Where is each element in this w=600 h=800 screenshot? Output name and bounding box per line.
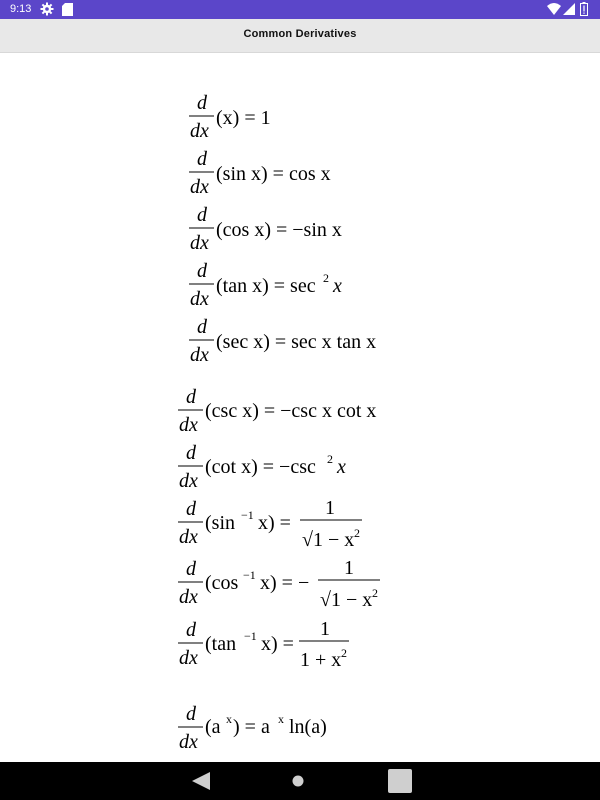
formula-9-d: d xyxy=(186,558,196,580)
formula-3-expr: (cos x) = −sin x xyxy=(216,219,342,241)
formula-8-expr-a: (sin xyxy=(205,512,235,534)
formula-11-dx: dx xyxy=(179,731,198,753)
back-button[interactable] xyxy=(190,770,212,792)
formula-9-den: √1 − x xyxy=(320,589,373,611)
formula-6-dx: dx xyxy=(179,414,198,436)
formula-8 xyxy=(178,497,362,551)
formula-2-d: d xyxy=(197,148,207,170)
formula-3-d: d xyxy=(197,204,207,226)
formula-9-expr-a: (cos xyxy=(205,572,239,594)
formula-8-den: √1 − x xyxy=(302,529,355,551)
formula-10 xyxy=(178,618,349,671)
formula-9 xyxy=(178,557,380,611)
battery-icon xyxy=(580,2,588,16)
formula-1 xyxy=(189,92,271,142)
formula-6-d: d xyxy=(186,386,196,408)
formula-7-d: d xyxy=(186,442,196,464)
formula-11-sup-a: x xyxy=(226,712,232,726)
formula-6-expr: (csc x) = −csc x cot x xyxy=(205,400,377,422)
formula-8-num: 1 xyxy=(325,497,335,519)
formula-2 xyxy=(189,148,331,198)
home-button[interactable] xyxy=(292,775,304,787)
formula-11 xyxy=(178,703,327,753)
wifi-icon xyxy=(547,3,561,15)
status-time: 9:13 xyxy=(10,3,32,15)
formula-4-d: d xyxy=(197,260,207,282)
formula-4-expr: (tan x) = sec xyxy=(216,275,316,297)
gear-icon xyxy=(40,2,54,16)
app-bar xyxy=(0,19,600,53)
formula-2-expr: (sin x) = cos x xyxy=(216,163,331,185)
formula-7-expr: (cot x) = −csc xyxy=(205,456,316,478)
formula-8-dx: dx xyxy=(179,526,198,548)
formula-9-expr-b: x) = − xyxy=(260,572,310,594)
formula-6 xyxy=(178,386,376,436)
formula-8-d: d xyxy=(186,498,196,520)
formula-10-dx: dx xyxy=(179,647,198,669)
formula-1-d: d xyxy=(197,92,207,114)
formula-9-num: 1 xyxy=(344,557,354,579)
formula-1-dx: dx xyxy=(190,120,209,142)
formula-5-d: d xyxy=(197,316,207,338)
status-bar xyxy=(0,0,600,19)
formula-10-d: d xyxy=(186,619,196,641)
formula-4 xyxy=(189,260,342,310)
formula-4-tail: x xyxy=(333,275,342,297)
formula-3 xyxy=(189,204,342,254)
formula-10-expr-b: x) = xyxy=(261,633,294,655)
formula-10-sup: −1 xyxy=(244,629,257,643)
formula-9-dx: dx xyxy=(179,586,198,608)
formula-8-den-sup: 2 xyxy=(354,526,360,540)
formula-8-expr-b: x) = xyxy=(258,512,291,534)
formula-10-den-sup: 2 xyxy=(341,646,347,660)
formula-10-num: 1 xyxy=(320,618,330,640)
formula-1-expr: (x) = 1 xyxy=(216,107,271,129)
formula-8-sup: −1 xyxy=(241,508,254,522)
formula-5-expr: (sec x) = sec x tan x xyxy=(216,331,377,353)
formula-list[interactable] xyxy=(0,53,600,762)
formula-10-expr-a: (tan xyxy=(205,633,237,655)
formula-7-tail: x xyxy=(337,456,346,478)
signal-icon xyxy=(563,3,575,15)
formula-10-den: 1 + x xyxy=(300,649,342,671)
formula-2-dx: dx xyxy=(190,176,209,198)
sd-card-icon xyxy=(62,3,73,16)
formula-11-tail: ln(a) xyxy=(289,716,327,738)
formula-9-sup: −1 xyxy=(243,568,256,582)
recents-button[interactable] xyxy=(388,769,412,793)
formula-5-dx: dx xyxy=(190,344,209,366)
formula-5 xyxy=(189,316,376,366)
formula-11-expr-b: ) = a xyxy=(233,716,270,738)
formula-canvas xyxy=(0,53,600,762)
formula-4-sup: 2 xyxy=(323,271,329,285)
formula-9-den-sup: 2 xyxy=(372,586,378,600)
formula-7-sup: 2 xyxy=(327,452,333,466)
formula-11-sup-b: x xyxy=(278,712,284,726)
formula-11-d: d xyxy=(186,703,196,725)
page-title: Common Derivatives xyxy=(243,28,357,40)
formula-4-dx: dx xyxy=(190,288,209,310)
formula-11-expr-a: (a xyxy=(205,716,221,738)
navigation-bar xyxy=(0,762,600,800)
formula-7-dx: dx xyxy=(179,470,198,492)
formula-3-dx: dx xyxy=(190,232,209,254)
formula-7 xyxy=(178,442,346,492)
